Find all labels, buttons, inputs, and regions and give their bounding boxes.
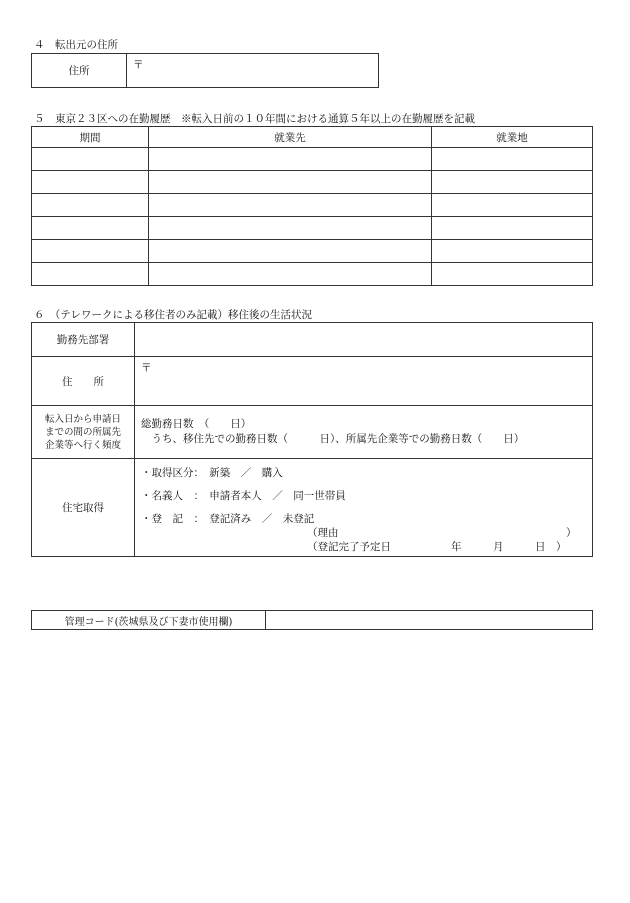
- location-cell[interactable]: [432, 148, 593, 171]
- origin-address-field[interactable]: [127, 54, 379, 88]
- column-header-employer: 就業先: [149, 127, 432, 148]
- location-cell[interactable]: [432, 171, 593, 194]
- table-row: [32, 171, 593, 194]
- table-row: [32, 194, 593, 217]
- section4-heading: ４ 転出元の住所: [34, 39, 118, 51]
- location-cell[interactable]: [432, 240, 593, 263]
- housing-field[interactable]: [135, 459, 593, 557]
- postal-mark: 〒: [133, 59, 144, 71]
- table-row: [32, 217, 593, 240]
- admin-code-table: [31, 610, 593, 630]
- workdays-label: [32, 406, 135, 459]
- dept-field[interactable]: [135, 323, 593, 357]
- period-cell[interactable]: [32, 240, 149, 263]
- work-history-table: [31, 126, 593, 286]
- admin-code-field[interactable]: [266, 611, 593, 630]
- employer-cell[interactable]: [149, 240, 432, 263]
- housing-acquisition-type: ・取得区分： 新築 ／ 購入: [141, 467, 283, 479]
- table-row: [32, 240, 593, 263]
- period-cell[interactable]: [32, 171, 149, 194]
- origin-address-label: 住所: [32, 54, 127, 88]
- employer-cell[interactable]: [149, 263, 432, 286]
- housing-completion-date-fields: 年 月 日 ）: [451, 541, 567, 553]
- table-row: [32, 263, 593, 286]
- section6-heading: ６ （テレワークによる移住者のみ記載）移住後の生活状況: [34, 309, 313, 321]
- living-status-table: [31, 322, 593, 557]
- column-header-period: 期間: [32, 127, 149, 148]
- dept-label: 勤務先部署: [32, 323, 135, 357]
- period-cell[interactable]: [32, 263, 149, 286]
- address-label: 住 所: [32, 357, 135, 406]
- employer-cell[interactable]: [149, 171, 432, 194]
- housing-label: 住宅取得: [32, 459, 135, 557]
- location-cell[interactable]: [432, 217, 593, 240]
- location-cell[interactable]: [432, 263, 593, 286]
- period-cell[interactable]: [32, 217, 149, 240]
- admin-code-label: 管理コード(茨城県及び下妻市使用欄): [32, 611, 266, 630]
- workdays-label-line: までの間の所属先: [44, 426, 121, 438]
- postal-mark: 〒: [141, 362, 152, 374]
- origin-address-table: [31, 53, 379, 88]
- workdays-total: 総勤務日数 （ 日）: [141, 418, 252, 430]
- employer-cell[interactable]: [149, 194, 432, 217]
- workdays-field[interactable]: [135, 406, 593, 459]
- location-cell[interactable]: [432, 194, 593, 217]
- employer-cell[interactable]: [149, 148, 432, 171]
- table-row: [32, 148, 593, 171]
- column-header-location: 就業地: [432, 127, 593, 148]
- housing-reason-close: ）: [566, 527, 577, 539]
- workdays-breakdown: うち、移住先での勤務日数（ 日）、所属先企業等での勤務日数（ 日）: [141, 433, 525, 445]
- employer-cell[interactable]: [149, 217, 432, 240]
- address-field[interactable]: [135, 357, 593, 406]
- workdays-label-line: 転入日から申請日: [44, 413, 121, 425]
- section5-heading: ５ 東京２３区への在勤履歴 ※転入日前の１０年間における通算５年以上の在勤履歴を記載: [34, 113, 475, 125]
- housing-registration: ・登 記 ： 登記済み ／ 未登記: [141, 513, 315, 525]
- housing-reason-open: （理由: [307, 527, 339, 539]
- period-cell[interactable]: [32, 148, 149, 171]
- housing-owner: ・名義人 ： 申請者本人 ／ 同一世帯員: [141, 490, 346, 502]
- housing-completion-date-label: （登記完了予定日: [307, 541, 391, 553]
- workdays-label-line: 企業等へ行く頻度: [44, 439, 121, 451]
- period-cell[interactable]: [32, 194, 149, 217]
